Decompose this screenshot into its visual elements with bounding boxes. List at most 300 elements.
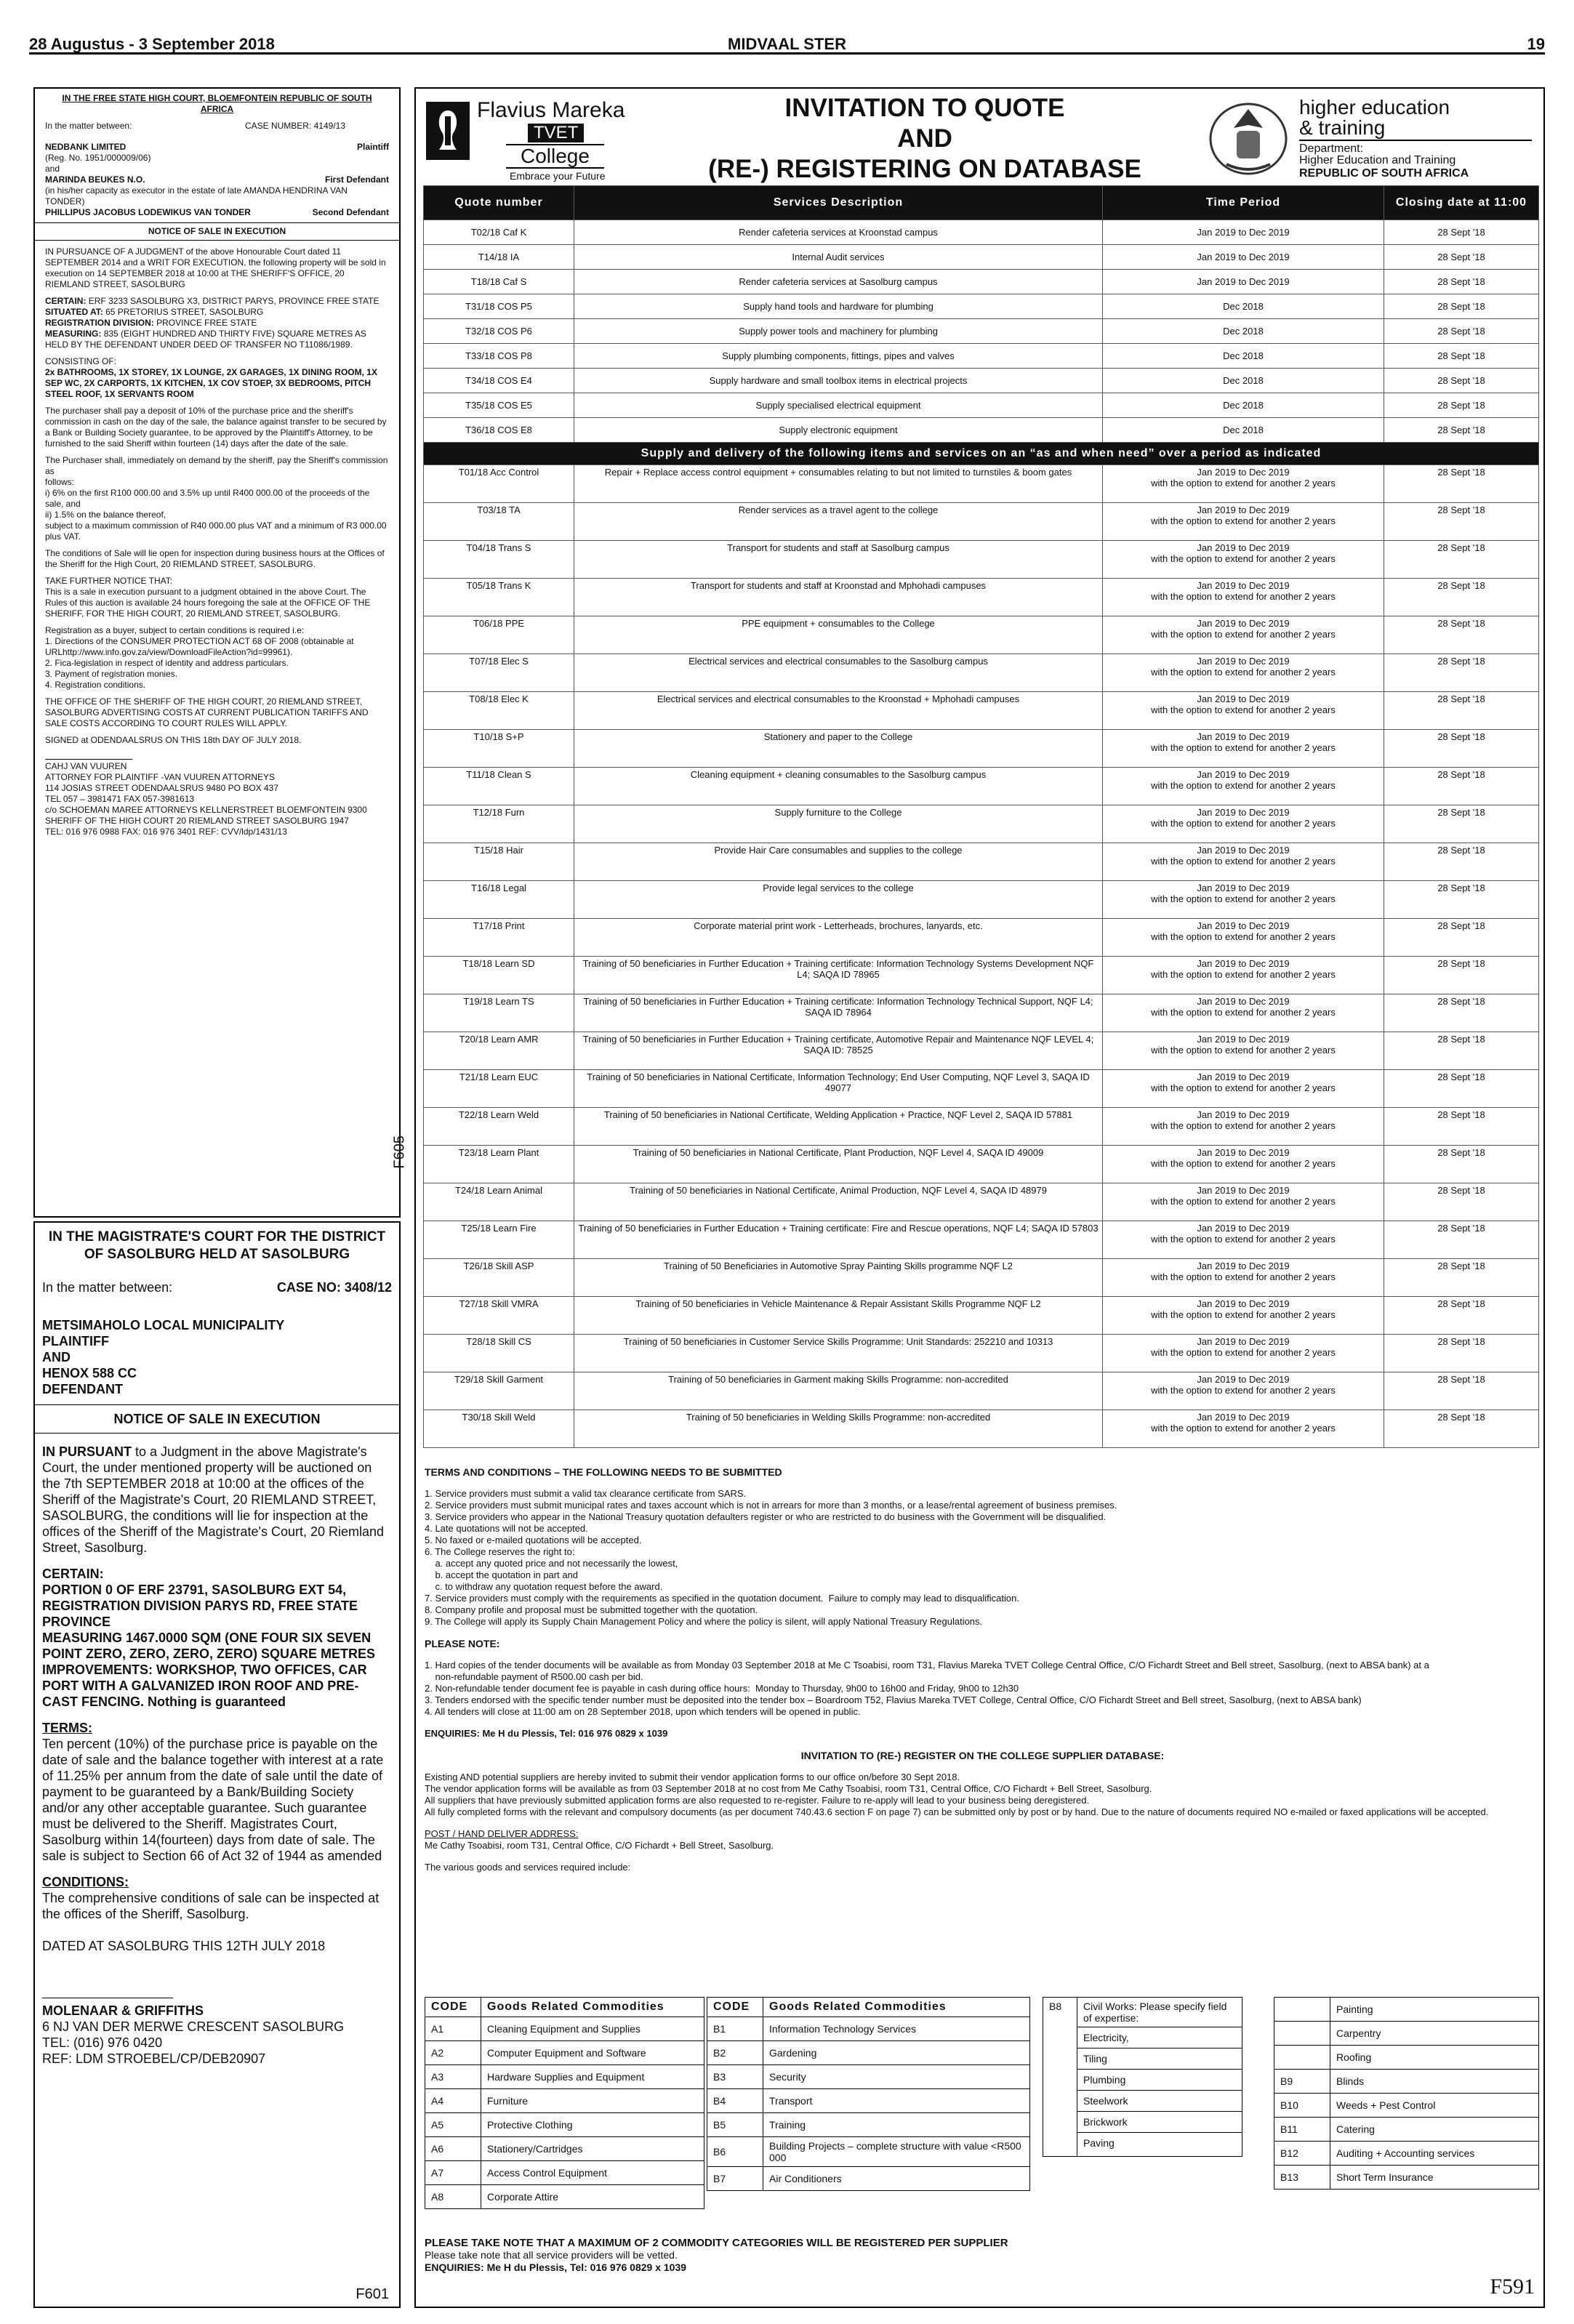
party-first-defendant bbox=[45, 174, 389, 185]
paragraph: The purchaser shall pay a deposit of 10% of the purchase price and the sheriff's commission in cash on the day of the sale, the balance against transfer to be secured by a Bank or Building Society guarantee, to be approved by the Plaintiff's Attorney, to be furnished to the said Sheriff within fourteen (14) days after the date of the sale. bbox=[45, 406, 387, 449]
table-cell bbox=[1103, 805, 1384, 843]
party-plaintiff bbox=[45, 142, 389, 153]
enquiries-line: ENQUIRIES: Me H du Plessis, Tel: 016 976 0829 x 1039 bbox=[425, 2261, 687, 2273]
table-cell bbox=[1103, 1032, 1384, 1070]
register-text bbox=[425, 1772, 1541, 1818]
plaintiff-reg: (Reg. No. 1951/000009/06) bbox=[45, 153, 151, 163]
column-header: Services Description bbox=[574, 186, 1103, 220]
attorney-line: TEL 057 – 3981471 FAX 057-3981613 bbox=[45, 794, 195, 804]
ad-code: F591 bbox=[1490, 2275, 1535, 2299]
table-cell: 28 Sept '18 bbox=[1384, 957, 1539, 994]
court-title: IN THE MAGISTRATE'S COURT FOR THE DISTRICT OF SASOLBURG HELD AT SASOLBURG bbox=[48, 1229, 386, 1262]
period-line: Jan 2019 to Dec 2019 bbox=[1197, 542, 1290, 553]
table-row bbox=[424, 465, 1539, 503]
table-cell: 28 Sept '18 bbox=[1384, 220, 1539, 245]
footer-notes bbox=[425, 2237, 1297, 2274]
table-cell bbox=[1103, 919, 1384, 957]
period-line: Jan 2019 to Dec 2019 bbox=[1197, 731, 1290, 742]
value: PROVINCE FREE STATE bbox=[156, 318, 257, 328]
commodity-cell: Catering bbox=[1330, 2118, 1539, 2142]
period-extension: with the option to extend for another 2 years bbox=[1151, 931, 1336, 942]
table-cell bbox=[1103, 1108, 1384, 1146]
terms-item: 3. Service providers who appear in the National Treasury quotation defaulters register or who are restricted to do business with the Government will be disqualified. bbox=[425, 1511, 1107, 1522]
table-cell: T22/18 Learn Weld bbox=[424, 1108, 574, 1146]
table-row bbox=[424, 919, 1539, 957]
table-row bbox=[424, 1410, 1539, 1448]
table-cell: 28 Sept '18 bbox=[1384, 393, 1539, 418]
college-logo bbox=[426, 96, 644, 183]
paragraph bbox=[42, 1444, 392, 1556]
table-cell: Electrical services and electrical consumables to the Kroonstad + Mphohadi campuses bbox=[574, 692, 1103, 730]
commodities-table-c bbox=[1274, 1997, 1539, 2190]
list-item: 3. Payment of registration monies. bbox=[45, 669, 178, 679]
dated-line: DATED AT SASOLBURG THIS 12TH JULY 2018 bbox=[42, 1939, 326, 1953]
period-line: Jan 2019 to Dec 2019 bbox=[1197, 504, 1290, 515]
table-row bbox=[707, 2167, 1030, 2191]
paragraph: subject to a maximum commission of R40 000.00 plus VAT and a minimum of R3 000.00 plus VAT. bbox=[45, 520, 387, 542]
table-cell: T26/18 Skill ASP bbox=[424, 1259, 574, 1297]
table-cell: Transport for students and staff at Kroonstad and Mphohadi campuses bbox=[574, 579, 1103, 616]
attorney-line: c/o SCHOEMAN MAREE ATTORNEYS KELLNERSTREET BLOEMFONTEIN 9300 bbox=[45, 805, 367, 815]
table-cell: Transport for students and staff at Sasolburg campus bbox=[574, 541, 1103, 579]
table-cell: 28 Sept '18 bbox=[1384, 1032, 1539, 1070]
table-cell: 28 Sept '18 bbox=[1384, 919, 1539, 957]
table-row bbox=[424, 616, 1539, 654]
table-cell: T10/18 S+P bbox=[424, 730, 574, 768]
table-cell: 28 Sept '18 bbox=[1384, 1259, 1539, 1297]
matter-row bbox=[42, 1279, 392, 1295]
table-cell: 28 Sept '18 bbox=[1384, 1070, 1539, 1108]
civil-works-item: Paving bbox=[1077, 2132, 1242, 2153]
table-row bbox=[424, 1146, 1539, 1183]
period-line: Jan 2019 to Dec 2019 bbox=[1197, 618, 1290, 629]
table-cell bbox=[1103, 1410, 1384, 1448]
table-cell: T33/18 COS P8 bbox=[424, 344, 574, 369]
column-header: Quote number bbox=[424, 186, 574, 220]
table-cell: T20/18 Learn AMR bbox=[424, 1032, 574, 1070]
table-cell: T17/18 Print bbox=[424, 919, 574, 957]
table-row bbox=[424, 1335, 1539, 1372]
terms-value: Ten percent (10%) of the purchase price is payable on the date of sale and the balance together with interest at a rate of 11.25% per annum from the date of sale until the date of payment to be guaranteed by a Bank/Building Society and/or any other acceptable guarantee. Such guarantee must be delivered to the Sheriff. Magistrates Court, Sasolburg within 14(fourteen) days from date of sale. The sale is subject to Section 66 of Act 32 of 1944 as amended bbox=[42, 1737, 384, 1863]
table-cell: Training of 50 beneficiaries in National Certificate, Information Technology; End User Computing, NQF Level 3, SAQA ID 49077 bbox=[574, 1070, 1103, 1108]
table-cell: 28 Sept '18 bbox=[1384, 1183, 1539, 1221]
table-row bbox=[424, 294, 1539, 319]
period-extension: with the option to extend for another 2 years bbox=[1151, 742, 1336, 753]
table-row bbox=[425, 2161, 704, 2185]
various-line: The various goods and services required include: bbox=[425, 1862, 631, 1873]
period-line: Jan 2019 to Dec 2019 bbox=[1197, 693, 1290, 704]
firm-address: 6 NJ VAN DER MERWE CRESCENT SASOLBURG bbox=[42, 2019, 345, 2034]
table-cell: T15/18 Hair bbox=[424, 843, 574, 881]
table-cell: T29/18 Skill Garment bbox=[424, 1372, 574, 1410]
table-cell: Supply specialised electrical equipment bbox=[574, 393, 1103, 418]
period-extension: with the option to extend for another 2 years bbox=[1151, 667, 1336, 678]
certain-label: CERTAIN: bbox=[42, 1567, 104, 1581]
period-line: Jan 2019 to Dec 2019 bbox=[1197, 807, 1290, 818]
code-cell: B10 bbox=[1274, 2094, 1330, 2118]
table-cell: T27/18 Skill VMRA bbox=[424, 1297, 574, 1335]
table-row bbox=[424, 1297, 1539, 1335]
period-line: Jan 2019 to Dec 2019 bbox=[1197, 769, 1290, 780]
table-row bbox=[424, 220, 1539, 245]
table-cell bbox=[1103, 1259, 1384, 1297]
table-cell: Dec 2018 bbox=[1103, 319, 1384, 344]
college-name: Flavius Mareka bbox=[477, 98, 625, 122]
table-row bbox=[424, 1259, 1539, 1297]
post-address: Me Cathy Tsoabisi, room T31, Central Office, C/O Fichardt + Bell Street, Sasolburg. bbox=[425, 1840, 774, 1851]
period-extension: with the option to extend for another 2 years bbox=[1151, 478, 1336, 488]
period-line: Jan 2019 to Dec 2019 bbox=[1197, 1223, 1290, 1234]
college-word: College bbox=[506, 144, 604, 169]
table-cell: 28 Sept '18 bbox=[1384, 503, 1539, 541]
notice-title: NOTICE OF SALE IN EXECUTION bbox=[35, 222, 399, 241]
commodity-cell: Access Control Equipment bbox=[481, 2161, 704, 2185]
table-row bbox=[707, 2137, 1030, 2167]
table-cell: 28 Sept '18 bbox=[1384, 465, 1539, 503]
table-row bbox=[424, 994, 1539, 1032]
period-extension: with the option to extend for another 2 years bbox=[1151, 818, 1336, 829]
table-cell: Internal Audit services bbox=[574, 245, 1103, 270]
table-cell: 28 Sept '18 bbox=[1384, 579, 1539, 616]
list-item: 1. Directions of the CONSUMER PROTECTION ACT 68 OF 2008 (obtainable at URLhttp://www.info.gov.za/view/DownloadFileAction?id=99961). bbox=[45, 636, 354, 657]
plaintiff-role: PLAINTIFF bbox=[42, 1334, 109, 1348]
table-row bbox=[1274, 1998, 1539, 2022]
table-row bbox=[424, 957, 1539, 994]
table-cell: 28 Sept '18 bbox=[1384, 768, 1539, 805]
civil-works-item: Plumbing bbox=[1077, 2069, 1242, 2090]
civil-works-block bbox=[1043, 1997, 1242, 2324]
label: REGISTRATION DIVISION: bbox=[45, 318, 154, 328]
code-cell: B8 bbox=[1043, 1998, 1077, 2157]
matter-label: In the matter between: bbox=[45, 121, 132, 131]
list-item: 2. Fica-legislation in respect of identity and address particulars. bbox=[45, 658, 289, 668]
table-cell: Supply electronic equipment bbox=[574, 418, 1103, 443]
commodity-cell: Gardening bbox=[763, 2041, 1030, 2065]
table-cell: Training of 50 Beneficiaries in Automotive Spray Painting Skills programme NQF L2 bbox=[574, 1259, 1103, 1297]
table-cell: Training of 50 beneficiaries in Further Education + Training certificate: Information Technology Systems Development NQF L4; SAQA ID 78965 bbox=[574, 957, 1103, 994]
table-row bbox=[424, 730, 1539, 768]
table-cell: Provide Hair Care consumables and supplies to the college bbox=[574, 843, 1103, 881]
paragraph: follows: bbox=[45, 477, 75, 487]
matter-label: In the matter between: bbox=[42, 1280, 173, 1295]
period-extension: with the option to extend for another 2 years bbox=[1151, 1007, 1336, 1018]
table-row bbox=[707, 2065, 1030, 2089]
title-line: AND bbox=[897, 124, 952, 153]
terms-list bbox=[425, 1488, 1541, 1628]
table-cell: Cleaning equipment + cleaning consumables to the Sasolburg campus bbox=[574, 768, 1103, 805]
table-row bbox=[424, 768, 1539, 805]
issue-date: 28 Augustus - 3 September 2018 bbox=[29, 35, 275, 53]
table-cell: Jan 2019 to Dec 2019 bbox=[1103, 270, 1384, 294]
period-line: Jan 2019 to Dec 2019 bbox=[1197, 1374, 1290, 1385]
terms-item: 2. Service providers must submit municipal rates and taxes account which is not in arrears for more than 3 months, or a lease/rental agreement of business premises. bbox=[425, 1500, 1117, 1511]
table-row bbox=[424, 1221, 1539, 1259]
code-cell bbox=[1274, 2022, 1330, 2046]
dept-line1: higher education bbox=[1299, 96, 1450, 118]
commodity-cell: Stationery/Cartridges bbox=[481, 2137, 704, 2161]
situated-row bbox=[45, 307, 389, 318]
page-number: 19 bbox=[1527, 35, 1545, 53]
tender-advert bbox=[414, 87, 1545, 2308]
table-row bbox=[1274, 2118, 1539, 2142]
register-item: All suppliers that have previously submitted application forms are also requested to re-register. Failure to re-apply will lead to your business being deregistered. bbox=[425, 1795, 1090, 1806]
column-header: Time Period bbox=[1103, 186, 1384, 220]
table-cell: T04/18 Trans S bbox=[424, 541, 574, 579]
paragraph: The conditions of Sale will lie open for inspection during business hours at the Offices of the Sheriff for the High Court, 20 RIEMLAND STREET, SASOLBURG. bbox=[45, 548, 385, 569]
table-cell: 28 Sept '18 bbox=[1384, 1221, 1539, 1259]
college-tvet: TVET bbox=[528, 124, 584, 142]
table-cell: 28 Sept '18 bbox=[1384, 654, 1539, 692]
period-extension: with the option to extend for another 2 years bbox=[1151, 591, 1336, 602]
first-defendant-role: First Defendant bbox=[324, 174, 389, 185]
table-cell: T28/18 Skill CS bbox=[424, 1335, 574, 1372]
table-cell bbox=[1103, 768, 1384, 805]
table-cell bbox=[1103, 654, 1384, 692]
table-row bbox=[1274, 2070, 1539, 2094]
table-row bbox=[425, 2041, 704, 2065]
table-cell bbox=[1103, 1183, 1384, 1221]
period-extension: with the option to extend for another 2 years bbox=[1151, 1082, 1336, 1093]
attorney-line: ATTORNEY FOR PLAINTIFF -VAN VUUREN ATTORNEYS bbox=[45, 772, 276, 782]
commodity-cell: Furniture bbox=[481, 2089, 704, 2113]
signature-rule bbox=[45, 759, 132, 760]
table-cell: Supply furniture to the College bbox=[574, 805, 1103, 843]
table-cell: Training of 50 beneficiaries in Further Education + Training certificate, Automotive Repair and Maintenance NQF LEVEL 4; SAQA ID: 78525 bbox=[574, 1032, 1103, 1070]
signed-line: SIGNED at ODENDAALSRUS ON THIS 18th DAY OF JULY 2018. bbox=[45, 735, 302, 745]
table-cell: Training of 50 beneficiaries in Vehicle Maintenance & Repair Assistant Skills Programme NQF L2 bbox=[574, 1297, 1103, 1335]
ad-code: F601 bbox=[356, 2286, 389, 2302]
body: to a Judgment in the above Magistrate's Court, the under mentioned property will be auctioned on the 7th SEPTEMBER 2018 at 10:00 at the offices of the Sheriff of the Magistrate's Court, 20 RIEMLAND STREET, SASOLBURG, the conditions will lie for inspection at the offices of the Sheriff of the Magistrate's Court, 20 Riemland Street, Sasolburg. bbox=[42, 1444, 385, 1555]
table-row bbox=[424, 579, 1539, 616]
table-cell bbox=[1103, 957, 1384, 994]
period-extension: with the option to extend for another 2 years bbox=[1151, 1309, 1336, 1320]
certain-value: PORTION 0 OF ERF 23791, SASOLBURG EXT 54, REGISTRATION DIVISION PARYS RD, FREE STATE PROVINCE bbox=[42, 1583, 358, 1629]
table-row bbox=[707, 2017, 1030, 2041]
period-line: Jan 2019 to Dec 2019 bbox=[1197, 1034, 1290, 1045]
table-cell: 28 Sept '18 bbox=[1384, 1372, 1539, 1410]
conditions-value: The comprehensive conditions of sale can be inspected at the offices of the Sheriff, Sasolburg. bbox=[42, 1891, 380, 1921]
table-cell: Render cafeteria services at Kroonstad campus bbox=[574, 220, 1103, 245]
commodities-table-b bbox=[707, 1997, 1030, 2191]
period-extension: with the option to extend for another 2 years bbox=[1151, 553, 1336, 564]
table-row bbox=[1274, 2094, 1539, 2118]
table-cell: Training of 50 beneficiaries in National Certificate, Welding Application + Practice, NQF Level 2, SAQA ID 57881 bbox=[574, 1108, 1103, 1146]
period-line: Jan 2019 to Dec 2019 bbox=[1197, 1185, 1290, 1196]
period-extension: with the option to extend for another 2 years bbox=[1151, 1385, 1336, 1396]
table-cell: 28 Sept '18 bbox=[1384, 541, 1539, 579]
table-row bbox=[425, 2137, 704, 2161]
dept-line3: Department: bbox=[1299, 140, 1532, 156]
commodity-cell: Security bbox=[763, 2065, 1030, 2089]
table-cell bbox=[1103, 881, 1384, 919]
period-extension: with the option to extend for another 2 years bbox=[1151, 1196, 1336, 1207]
table-cell: Electrical services and electrical consumables to the Sasolburg campus bbox=[574, 654, 1103, 692]
register-item: Existing AND potential suppliers are hereby invited to submit their vendor application forms to our office on/before 30 Sept 2018. bbox=[425, 1772, 960, 1782]
table-cell: Render cafeteria services at Sasolburg campus bbox=[574, 270, 1103, 294]
period-extension: with the option to extend for another 2 years bbox=[1151, 629, 1336, 640]
table-cell: 28 Sept '18 bbox=[1384, 692, 1539, 730]
table-row bbox=[424, 541, 1539, 579]
civil-works-item: Electricity, bbox=[1077, 2027, 1242, 2048]
defendant-role: DEFENDANT bbox=[42, 1382, 123, 1396]
table-row bbox=[424, 1032, 1539, 1070]
table-cell: 28 Sept '18 bbox=[1384, 294, 1539, 319]
table-cell: 28 Sept '18 bbox=[1384, 319, 1539, 344]
band-row bbox=[424, 443, 1539, 465]
period-line: Jan 2019 to Dec 2019 bbox=[1197, 580, 1290, 591]
terms-item: 1. Service providers must submit a valid tax clearance certificate from SARS. bbox=[425, 1488, 747, 1499]
code-cell: B13 bbox=[1274, 2166, 1330, 2190]
notice-title: NOTICE OF SALE IN EXECUTION bbox=[35, 1404, 399, 1434]
table-cell bbox=[1103, 1146, 1384, 1183]
table-cell: 28 Sept '18 bbox=[1384, 1297, 1539, 1335]
table-cell: T11/18 Clean S bbox=[424, 768, 574, 805]
table-row bbox=[425, 2017, 704, 2041]
table-cell: Dec 2018 bbox=[1103, 369, 1384, 393]
value: ERF 3233 SASOLBURG X3, DISTRICT PARYS, PROVINCE FREE STATE bbox=[88, 296, 380, 306]
column-header: Goods Related Commodities bbox=[763, 1998, 1030, 2017]
period-line: Jan 2019 to Dec 2019 bbox=[1197, 996, 1290, 1007]
notice-magistrate-court bbox=[33, 1221, 401, 2308]
period-extension: with the option to extend for another 2 years bbox=[1151, 1158, 1336, 1169]
table-row bbox=[707, 2113, 1030, 2137]
table-cell: 28 Sept '18 bbox=[1384, 730, 1539, 768]
band-text: Supply and delivery of the following items and services on an “as and when need” over a period as indicated bbox=[424, 443, 1539, 465]
measuring-value: MEASURING 1467.0000 SQM (ONE FOUR SIX SEVEN POINT ZERO, ZERO, ZERO, ZERO) SQUARE METRES bbox=[42, 1631, 376, 1661]
table-cell bbox=[1103, 730, 1384, 768]
table-cell bbox=[1103, 1221, 1384, 1259]
party-second-defendant bbox=[45, 207, 389, 218]
period-line: Jan 2019 to Dec 2019 bbox=[1197, 1260, 1290, 1271]
table-cell bbox=[1103, 503, 1384, 541]
code-cell: A4 bbox=[425, 2089, 481, 2113]
dept-line4: Higher Education and Training bbox=[1299, 154, 1456, 166]
commodity-cell: Building Projects – complete structure with value <R500 000 bbox=[763, 2137, 1030, 2167]
consisting-value: 2x BATHROOMS, 1X STOREY, 1X LOUNGE, 2X GARAGES, 1X DINING ROOM, 1X SEP WC, 2X CARPORTS, 1X KITCHEN, 1X COV STOEP, 3X BEDROOMS, PITCH STEEL ROOF, 1X SERVANTS ROOM bbox=[45, 367, 377, 399]
commodity-cell: Computer Equipment and Software bbox=[481, 2041, 704, 2065]
table-cell bbox=[1103, 1297, 1384, 1335]
table-cell: T35/18 COS E5 bbox=[424, 393, 574, 418]
table-cell: 28 Sept '18 bbox=[1384, 1410, 1539, 1448]
code-cell: A8 bbox=[425, 2185, 481, 2209]
case-number: CASE NO: 3408/12 bbox=[276, 1280, 392, 1295]
regdiv-row bbox=[45, 318, 389, 329]
code-cell bbox=[1274, 1998, 1330, 2022]
period-extension: with the option to extend for another 2 years bbox=[1151, 515, 1336, 526]
title-line: INVITATION TO QUOTE bbox=[784, 94, 1065, 122]
table-cell bbox=[1103, 1372, 1384, 1410]
table-cell: T01/18 Acc Control bbox=[424, 465, 574, 503]
period-extension: with the option to extend for another 2 years bbox=[1151, 1423, 1336, 1434]
period-line: Jan 2019 to Dec 2019 bbox=[1197, 1412, 1290, 1423]
ad-code: F605 bbox=[392, 1135, 408, 1169]
table-cell: Repair + Replace access control equipment + consumables relating to but not limited to turnstiles & boom gates bbox=[574, 465, 1103, 503]
value: 835 (EIGHT HUNDRED AND THIRTY FIVE) SQUARE METRES AS HELD BY THE DEFENDANT UNDER DEED OF TRANSFER NO T11086/1989. bbox=[45, 329, 366, 350]
value: 65 PRETORIUS STREET, SASOLBURG bbox=[105, 307, 264, 317]
code-cell: A3 bbox=[425, 2065, 481, 2089]
period-line: Jan 2019 to Dec 2019 bbox=[1197, 467, 1290, 478]
paragraph: The Purchaser shall, immediately on demand by the sheriff, pay the Sheriff's commission as bbox=[45, 455, 388, 476]
table-row bbox=[424, 319, 1539, 344]
terms-label: TERMS: bbox=[42, 1721, 92, 1735]
table-cell: 28 Sept '18 bbox=[1384, 994, 1539, 1032]
dhet-logo bbox=[1205, 96, 1539, 183]
terms-title: TERMS AND CONDITIONS – THE FOLLOWING NEEDS TO BE SUBMITTED bbox=[425, 1466, 782, 1478]
table-cell: Provide legal services to the college bbox=[574, 881, 1103, 919]
commodity-cell: Training bbox=[763, 2113, 1030, 2137]
table-cell: 28 Sept '18 bbox=[1384, 418, 1539, 443]
code-cell: A7 bbox=[425, 2161, 481, 2185]
table-cell: T07/18 Elec S bbox=[424, 654, 574, 692]
commodities-table-a bbox=[425, 1997, 704, 2209]
table-row bbox=[424, 245, 1539, 270]
period-extension: with the option to extend for another 2 years bbox=[1151, 1347, 1336, 1358]
column-header: CODE bbox=[707, 1998, 763, 2017]
table-row bbox=[707, 2089, 1030, 2113]
period-extension: with the option to extend for another 2 years bbox=[1151, 893, 1336, 904]
notes-item: 1. Hard copies of the tender documents will be available as from Monday 03 September 2018 at Me C Tsoabisi, room T31, Flavius Mareka TVET College Central Office, C/O Fichardt Street and Bell street, Sasolburg, (next to ABSA bank) at a bbox=[425, 1660, 1429, 1670]
table-header-row bbox=[707, 1998, 1030, 2017]
defendant-name: HENOX 588 CC bbox=[42, 1366, 137, 1380]
table-cell: T16/18 Legal bbox=[424, 881, 574, 919]
commodity-cell: Roofing bbox=[1330, 2046, 1539, 2070]
table-row bbox=[424, 418, 1539, 443]
measuring-row bbox=[45, 329, 389, 350]
table-row bbox=[424, 503, 1539, 541]
post-label: POST / HAND DELIVER ADDRESS: bbox=[425, 1828, 579, 1839]
period-extension: with the option to extend for another 2 years bbox=[1151, 856, 1336, 867]
table-cell: Corporate material print work - Letterheads, brochures, lanyards, etc. bbox=[574, 919, 1103, 957]
table-cell: T31/18 COS P5 bbox=[424, 294, 574, 319]
table-cell: T08/18 Elec K bbox=[424, 692, 574, 730]
code-cell: B9 bbox=[1274, 2070, 1330, 2094]
notice-high-court bbox=[33, 87, 408, 1218]
commodity-cell: Auditing + Accounting services bbox=[1330, 2142, 1539, 2166]
attorney-line: CAHJ VAN VUUREN bbox=[45, 761, 127, 771]
table-row bbox=[1274, 2142, 1539, 2166]
code-cell bbox=[1274, 2046, 1330, 2070]
period-line: Jan 2019 to Dec 2019 bbox=[1197, 656, 1290, 667]
table-cell bbox=[1103, 541, 1384, 579]
code-cell: B11 bbox=[1274, 2118, 1330, 2142]
paragraph: This is a sale in execution pursuant to a judgment obtained in the above Court. The Rules of this auction is available 24 hours foregoing the sale at the OFFICE OF THE SHERIFF, FOR THE HIGH COURT, 20 RIEMLAND STREET, SASOLBURG. bbox=[45, 587, 371, 619]
table-row bbox=[424, 369, 1539, 393]
commodity-cell: Blinds bbox=[1330, 2070, 1539, 2094]
civil-works-table bbox=[1043, 1997, 1242, 2157]
table-cell: Training of 50 beneficiaries in Garment making Skills Programme: non-accredited bbox=[574, 1372, 1103, 1410]
period-extension: with the option to extend for another 2 years bbox=[1151, 780, 1336, 791]
table-cell: T18/18 Learn SD bbox=[424, 957, 574, 994]
table-cell: 28 Sept '18 bbox=[1384, 1108, 1539, 1146]
commodity-cell: Protective Clothing bbox=[481, 2113, 704, 2137]
table-cell: T25/18 Learn Fire bbox=[424, 1221, 574, 1259]
first-defendant-name: MARINDA BEUKES N.O. bbox=[45, 174, 145, 185]
label: MEASURING: bbox=[45, 329, 102, 339]
period-line: Jan 2019 to Dec 2019 bbox=[1197, 1336, 1290, 1347]
commodity-cell: Air Conditioners bbox=[763, 2167, 1030, 2191]
label: CERTAIN: bbox=[45, 296, 87, 306]
code-cell: B5 bbox=[707, 2113, 763, 2137]
commodity-cell: Transport bbox=[763, 2089, 1030, 2113]
terms-item: 4. Late quotations will not be accepted. bbox=[425, 1523, 588, 1534]
table-cell: 28 Sept '18 bbox=[1384, 805, 1539, 843]
code-cell: A1 bbox=[425, 2017, 481, 2041]
table-row bbox=[1274, 2166, 1539, 2190]
table-cell: T24/18 Learn Animal bbox=[424, 1183, 574, 1221]
notes-title: PLEASE NOTE: bbox=[425, 1638, 500, 1649]
terms-item: a. accept any quoted price and not necessarily the lowest, bbox=[425, 1558, 678, 1569]
vetted-note: Please take note that all service providers will be vetted. bbox=[425, 2249, 678, 2261]
